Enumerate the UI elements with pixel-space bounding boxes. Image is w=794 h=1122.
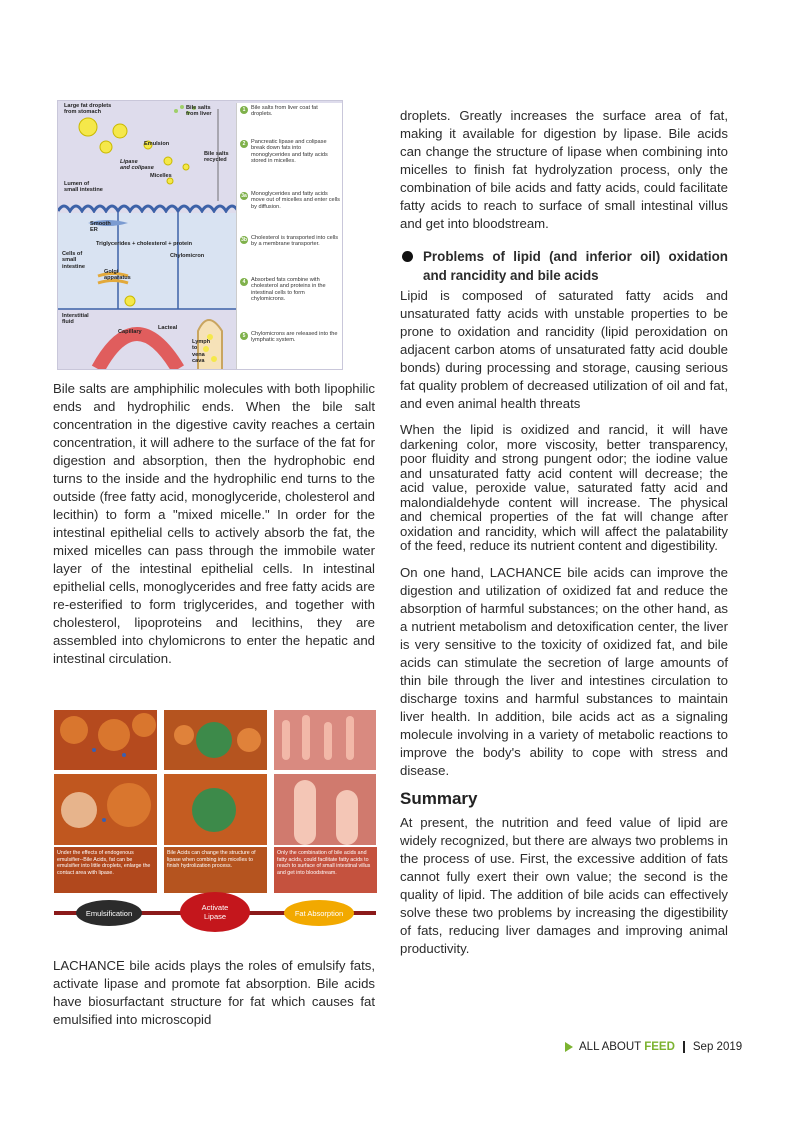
step-3a: 3a Monoglycerides and fatty acids move out of micelles and enter cells by diffusion. [236,189,342,233]
label-large-fat: Large fat droplets from stomach [64,103,112,116]
label-emulsion: Emulsion [144,141,170,147]
bullet-icon [402,251,413,262]
caption-absorption: Only the combination of bile acids and fatty acids, could facilitate fatty acids to reach to surface of small intestinal villus and get into bloodstream. [274,847,377,893]
bile-acid-process-figure [54,710,376,942]
label-lumen: Lumen of small intestine [64,181,103,194]
step-1: 1 Bile salts from liver coat fat droplets. [236,103,342,137]
label-interstitial: Interstitial fluid [62,313,89,326]
paragraph-droplets: droplets. Greatly increases the surface area of fat, making it available for digestion by lipase. Bile acids can change the structure of lipase when combining into micelles to finish fat hydrolyzation process, only the combination of bile acids and fatty acids, could facilitate fatty acids to reach to surface of small intestinal villus and get into bloodstream. [400,108,728,231]
paragraph-summary: At present, the nutrition and feed value of lipid are widely recognized, but there are always two problems in the process of use. First, the excessive addition of fats cannot fully exert their own value; the second is the quality of lipid. The addition of bile acids can effectively solve these two problems by increasing the digestibility of fats, reducing liver damages and improving animal productivity. [400,814,728,956]
stage-activate-lipase: Activate Lipase [180,892,250,932]
left-column-bottom [53,957,375,1039]
stage-emulsification: Emulsification [76,900,142,926]
paragraph-lipid-composition: Lipid is composed of saturated fatty acids and unsaturated fatty acids with unstable properties to be prone to oxidation and rancidity (lipid peroxidation on adjacent carbon atoms of unsaturated fatty acid double bonds) during processing and storage, causing serious fat quality problem of decreased utilization of oil and fat, and even animal health threats [400,288,728,411]
lipase-image [164,710,267,845]
footer-divider [683,1041,685,1053]
page-footer [565,1041,742,1053]
label-triglycerides: Triglycerides + cholesterol + protein [96,241,193,247]
label-bile-salts-liver: Bile salts from liver [186,105,212,118]
label-chylomicron: Chylomicron [170,253,205,259]
label-lipase: Lipase and colipase [120,159,154,172]
triangle-icon [565,1042,573,1052]
step-4: 4 Absorbed fats combine with cholesterol and proteins in the intestinal cells to form chylomicrons. [236,275,342,329]
step-2: 2 Pancreatic lipase and colipase break down fats into monoglycerides and fatty acids stored in micelles. [236,137,342,189]
section-heading-oxidation [400,247,728,285]
left-column [53,380,375,678]
label-bile-recycled: Bile salts recycled [204,151,229,164]
caption-lipase: Bile Acids can change the structure of lipase when combing into micelles to finish hydrolization process. [164,847,267,893]
footer-date: Sep 2019 [692,1041,743,1053]
label-micelles: Micelles [150,173,172,179]
emulsification-image [54,710,157,845]
footer-feed: FEED [644,1041,675,1053]
step-3b: 3b Cholesterol is transported into cells by a membrane transporter. [236,233,342,275]
caption-emulsification: Under the effects of endogenous emulsifier--Bile Acids, fat can be emulsifier into little droplets, enlarge the contact area with lipase. [54,847,157,893]
stage-fat-absorption: Fat Absorption [284,900,354,926]
paragraph-lachance-roles: LACHANCE bile acids plays the roles of emulsify fats, activate lipase and promote fat absorption. Bile acids have biosurfactant structure for fat which causes fat emulsified into microscopid [53,958,375,1027]
step-5: 5 Chylomicrons are released into the lymphatic system. [236,329,342,369]
label-lymph: Lymph to vena cava [192,339,211,365]
label-capillary: Capillary [118,329,142,335]
label-lacteal: Lacteal [158,325,178,331]
label-smooth-er: Smooth ER [90,221,111,234]
right-column [400,107,728,968]
section-heading-text: Problems of lipid (and inferior oil) oxidation and rancidity and bile acids [423,249,728,283]
paragraph-lachance-benefits: On one hand, LACHANCE bile acids can improve the digestion and utilization of oxidized fat and reduce the absorption of harmful substances; on the other hand, as a nutrient metabolism and detoxification center, the liver is very sensitive to the toxicity of oxidized fat, and bile acids can stimulate the secretion of large amounts of thin bile through the liver and intestines circulation to discharge toxins and harmful substances to maintain liver health. In addition, bile acids act as a signaling molecule involving in a variety of metabolic reactions to improve the body's ability to cope with stress and disease. [400,564,728,778]
absorption-image [274,710,377,845]
summary-heading: Summary [400,788,478,808]
label-cells: Cells of small intestine [62,251,86,270]
label-golgi: Golgi apparatus [104,269,131,282]
paragraph-oxidized-lipid: When the lipid is oxidized and rancid, it will have darkening color, more viscosity, better transparency, poor fluidity and strong pungent odor; the iodine value and unsaturated fatty acid content will decrease; the acid value, peroxide value, saturated fatty acid and malondialdehyde content will increase. The physical and chemical properties of the fat will change after oxidation and rancidity, which will affect the palatability of the feed, reduce its nutrient content and digestibility. [400,422,728,553]
paragraph-bile-salts: Bile salts are amphiphilic molecules with both lipophilic ends and hydrophilic ends. When the bile salt concentration in the digestive cavity reaches a certain concentration, it will adhere to the surface of the fat for digestion and absorption, then the hydrophobic end turns to the inside and the hydrophilic end turns to the outside (free fatty acid, monoglyceride, cholesterol and lecithin) to form a "mixed micelle." In order for the intestinal epithelial cells to actively absorb the fat, the mixed micelles can pass through the immobile water layer of the intestinal epithelial cells. In intestinal epithelial cells, monoglycerides and free fatty acids are re-esterified to form triglycerides, and together with cholesterol, lipoproteins and lecithins, they are assembled into chylomicrons to enter the hepatic and intestinal circulation. [53,381,375,666]
footer-all-about: ALL ABOUT [579,1041,642,1053]
fat-absorption-diagram [57,100,343,370]
